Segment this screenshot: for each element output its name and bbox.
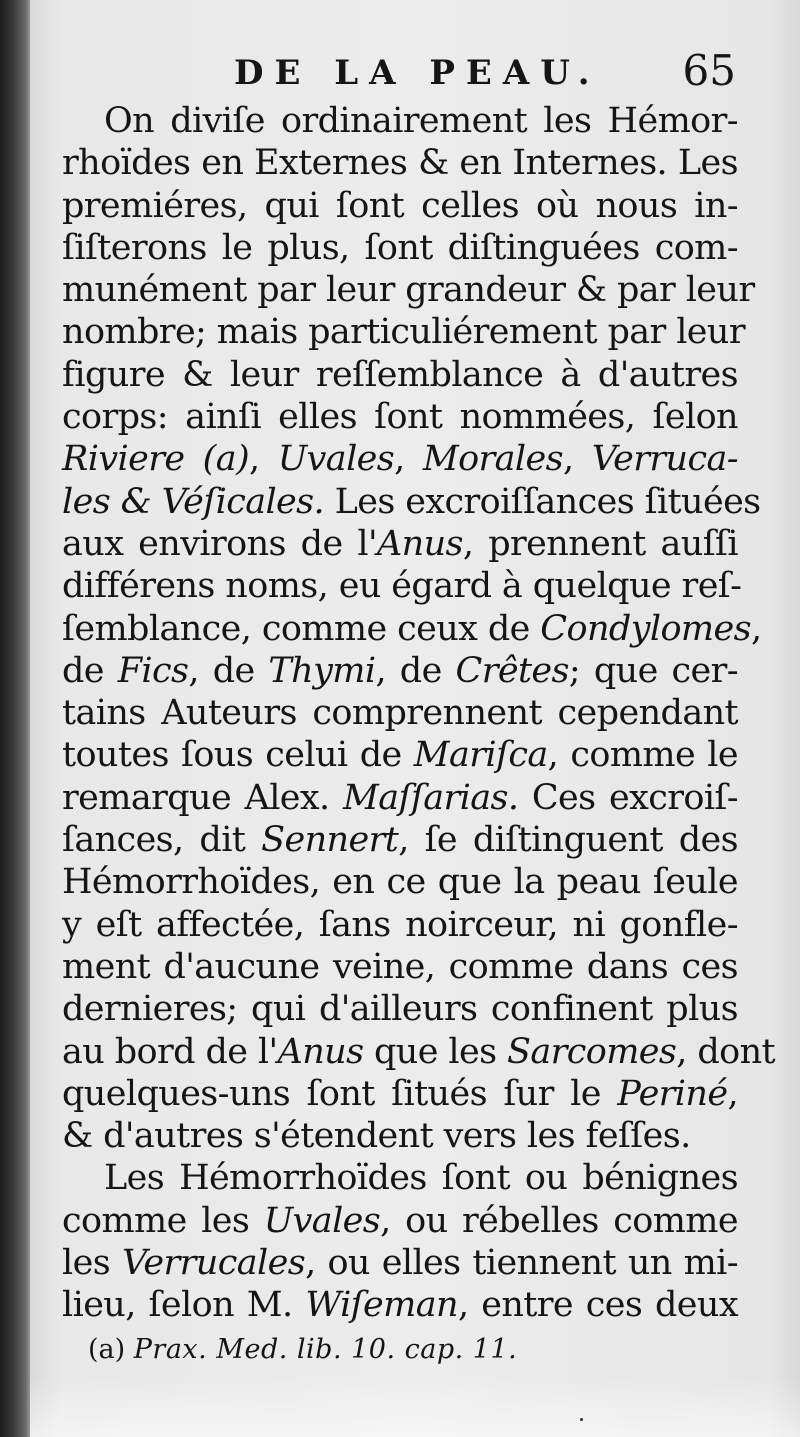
text-run: quelques-uns ſont ſitués ſur le (62, 1073, 618, 1114)
italic-text: Sennert (261, 820, 399, 861)
scan-binding-shadow (0, 0, 34, 1437)
italic-text: Verruca- (591, 439, 738, 480)
text-line (62, 861, 738, 903)
text-line (62, 1242, 738, 1284)
print-speck (580, 1418, 583, 1421)
paragraph-1 (62, 100, 776, 1157)
italic-text: Verrucales (121, 1243, 306, 1284)
text-line (62, 185, 738, 227)
text-line (62, 1073, 738, 1115)
text-line (62, 819, 738, 861)
text-line (62, 904, 738, 946)
text-line (62, 1284, 738, 1326)
text-line (62, 481, 761, 523)
text-line (62, 608, 762, 650)
text-line (62, 650, 738, 692)
text-line (62, 396, 738, 438)
text-run: corps: ainſi elles ſont nommées, ſelon (62, 397, 738, 438)
text-run: aux environs de l' (62, 523, 377, 564)
text-run: ſances, dit (62, 820, 262, 861)
text-run: y eſt affectée, ſans noirceur, ni gonfle- (62, 904, 738, 945)
text-run: , ou elles tiennent un mi- (305, 1243, 738, 1284)
text-line (62, 142, 738, 184)
text-run: , prennent auſſi (462, 523, 738, 564)
footnote (88, 1334, 517, 1365)
text-run: , ſe diſtinguent des (398, 820, 738, 861)
italic-text: Uvales (263, 1200, 381, 1241)
text-run: comme les (62, 1200, 264, 1241)
page-text (62, 46, 776, 1327)
text-run: différens noms, eu égard à quelque reſ- (62, 566, 742, 607)
text-run: , ou rébelles comme (380, 1200, 738, 1241)
text-run: On diviſe ordinairement les Hémor- (104, 101, 738, 141)
text-line (62, 523, 738, 565)
italic-text: Thymi (268, 650, 376, 691)
text-line (62, 311, 745, 353)
text-run: ; que cer- (568, 650, 739, 691)
running-head (62, 46, 738, 100)
text-line (62, 946, 738, 988)
italic-text: Riviere (62, 439, 185, 480)
italic-text: (a) (202, 439, 250, 480)
italic-text: Morales (422, 439, 564, 480)
italic-text: Mariſca (413, 735, 548, 776)
text-line (62, 734, 738, 776)
text-run: premiéres, qui ſont celles où nous in- (62, 185, 738, 226)
text-line (62, 269, 755, 311)
text-line (62, 354, 738, 396)
footnote-marker: (a) (88, 1334, 126, 1365)
text-run: Ces excroiſ- (518, 777, 738, 818)
text-run: les (62, 1243, 122, 1284)
text-run: munément par leur grandeur & par leur (62, 270, 755, 311)
italic-text: Fics (117, 650, 189, 691)
text-run: , (394, 439, 423, 480)
page-bottom-fade (30, 1377, 800, 1437)
text-line (62, 1115, 738, 1157)
paragraph-2 (62, 1157, 738, 1326)
footnote-text: Prax. Med. lib. 10. cap. 11. (133, 1334, 518, 1365)
text-run: , (563, 439, 592, 480)
text-run: ſemblance, comme ceux de (62, 608, 541, 649)
text-run: & d'autres s'étendent vers les feſſes. (62, 1116, 691, 1157)
italic-text: Sarcomes (506, 1031, 677, 1072)
text-run: , (727, 1073, 738, 1114)
text-run: au bord de l' (62, 1031, 278, 1072)
text-line (62, 438, 738, 480)
italic-text: Anus (277, 1031, 364, 1072)
text-run: , dont (676, 1031, 776, 1072)
text-line (62, 227, 738, 269)
text-line (62, 777, 738, 819)
text-run: dernieres; qui d'ailleurs confinent plus (62, 989, 738, 1030)
text-run: , (249, 439, 278, 480)
text-run (184, 439, 202, 479)
text-run: , entre ces deux (457, 1285, 738, 1326)
italic-text: Wiſeman (305, 1285, 458, 1326)
italic-text: Condylomes (540, 608, 751, 649)
text-run: , de (188, 650, 269, 691)
text-run: , (751, 608, 762, 649)
text-line (62, 1031, 776, 1073)
italic-text: Maſſarias. (343, 777, 519, 818)
text-line (62, 692, 738, 734)
text-run: , de (375, 650, 456, 691)
text-run: Les Hémorrhoïdes ſont ou bénignes (104, 1158, 738, 1199)
text-run: Hémorrhoïdes, en ce que la peau ſeule (62, 862, 738, 903)
text-line (62, 988, 738, 1030)
text-run: figure & leur reſſemblance à d'autres (62, 354, 738, 395)
text-line (62, 1200, 738, 1242)
running-title: DE LA PEAU. (234, 53, 601, 93)
text-run: lieu, ſelon M. (62, 1285, 306, 1326)
text-run: remarque Alex. (62, 777, 344, 818)
text-run: ſiſterons le plus, ſont diſtinguées com- (62, 227, 738, 268)
text-run: Les excroiſſances ſituées (324, 481, 761, 522)
text-run: ment d'aucune veine, comme dans ces (62, 946, 738, 987)
text-line (62, 565, 742, 607)
text-line (62, 1157, 738, 1199)
italic-text: Crêtes (455, 650, 569, 691)
italic-text: Uvales (277, 439, 395, 480)
page-number: 65 (682, 46, 736, 95)
text-line (62, 100, 738, 142)
text-run: rhoïdes en Externes & en Internes. Les (62, 143, 738, 184)
italic-text: Anus (377, 523, 463, 564)
italic-text: Periné (617, 1073, 728, 1114)
italic-text: les & Véſicales. (62, 481, 325, 522)
text-run: de (62, 650, 118, 691)
text-run: nombre; mais particuliérement par leur (62, 312, 745, 353)
text-run: , comme le (547, 735, 738, 776)
text-run: toutes ſous celui de (62, 735, 414, 776)
text-run: tains Auteurs comprennent cependant (62, 693, 738, 734)
text-run: que les (363, 1031, 507, 1072)
